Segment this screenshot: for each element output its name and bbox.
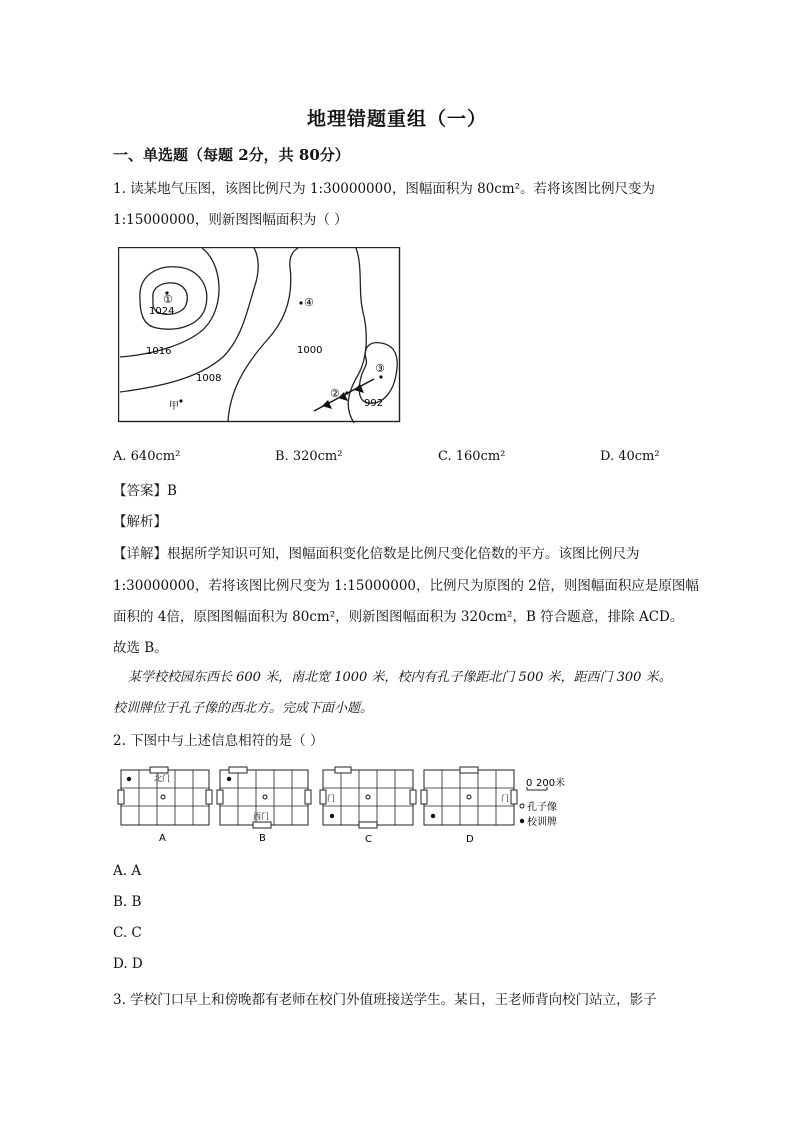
scale-value: 200米 [536, 778, 566, 789]
label-c: C [365, 834, 372, 845]
q2-option-a[interactable]: A. A [113, 863, 142, 879]
a-north-gate: 北门 [154, 774, 170, 783]
legend-plaque: 校训牌 [527, 817, 557, 828]
pressure-map [118, 247, 402, 424]
diagram-legend [520, 776, 565, 828]
q2-option-d[interactable]: D. D [113, 956, 143, 972]
q1-option-d[interactable]: D. 40cm² [600, 449, 660, 464]
label-d: D [466, 834, 474, 845]
detail-line-3: 面积的 4倍，原图图幅面积为 80cm²，则新图图幅面积为 320cm²，B 符合题意，排除 ACD。 [113, 609, 684, 625]
legend-plaque-symbol [520, 819, 524, 823]
label-p3: ③ [375, 362, 385, 375]
section-heading: 一、单选题（每题 2分，共 80分） [113, 146, 350, 164]
answer-line [113, 479, 177, 499]
c-gate: 门 [327, 794, 335, 803]
answer-value: B [167, 483, 177, 499]
point-jia-dot [179, 399, 182, 402]
q2-option-c[interactable]: C. C [113, 925, 142, 941]
diagram-a [118, 767, 212, 844]
q1-option-b[interactable]: B. 320cm² [275, 449, 343, 464]
b-west-gate: 西门 [253, 812, 269, 821]
point-2-dot [345, 391, 348, 394]
label-p1: ① [163, 293, 173, 306]
passage-line-2: 校训牌位于孔子像的西北方。完成下面小题。 [113, 701, 374, 716]
diagram-d [421, 767, 517, 845]
legend-statue: 孔子像 [527, 802, 557, 813]
q3-stem: 3. 学校门口早上和傍晚都有老师在校门外值班接送学生。某日，王老师背向校门站立，影子 [113, 992, 657, 1008]
label-jia: 甲 [169, 401, 179, 412]
label-1008: 1008 [196, 373, 222, 384]
page-title: 地理错题重组（一） [306, 108, 487, 130]
campus-diagrams [113, 764, 613, 848]
map-frame [119, 248, 400, 422]
label-1024: 1024 [149, 306, 175, 317]
diagram-c [320, 767, 416, 845]
label-p4: ④ [304, 296, 314, 309]
q2-stem: 2. 下图中与上述信息相符的是（ ） [113, 733, 324, 749]
q1-option-a[interactable]: A. 640cm² [113, 449, 181, 464]
q1-stem-line1: 1. 读某地气压图，该图比例尺为 1:30000000，图幅面积为 80cm²。若将该图比例尺变为 [113, 181, 656, 197]
label-992: 992 [364, 398, 384, 409]
label-p2: ② [330, 387, 340, 400]
q2-option-b[interactable]: B. B [113, 894, 142, 910]
q1-stem-line2: 1:15000000，则新图图幅面积为（ ） [113, 212, 348, 228]
label-a: A [159, 833, 166, 844]
detail-line-2: 1:30000000，若将该图比例尺变为 1:15000000，比例尺为原图的 2倍，则图幅面积应是原图幅 [113, 578, 699, 594]
answer-tag: 【答案】 [113, 483, 167, 499]
point-3-dot [379, 375, 382, 378]
q1-option-c[interactable]: C. 160cm² [438, 449, 506, 464]
detail-line-4: 故选 B。 [113, 640, 168, 656]
label-1016: 1016 [146, 346, 172, 357]
point-4-dot [299, 301, 302, 304]
analysis-tag: 【解析】 [113, 514, 167, 530]
detail-line-1: 【详解】根据所学知识可知，图幅面积变化倍数是比例尺变化倍数的平方。该图比例尺为 [113, 546, 640, 562]
label-1000: 1000 [297, 345, 323, 356]
scale-zero: 0 [526, 778, 533, 789]
label-b: B [259, 833, 266, 844]
d-gate: 门 [501, 794, 509, 803]
passage-line-1: 某学校校园东西长 600 米，南北宽 1000 米，校内有孔子像距北门 500 米，距西门 300 米。 [128, 670, 672, 685]
legend-statue-symbol [520, 804, 524, 808]
diagram-b [217, 767, 311, 844]
